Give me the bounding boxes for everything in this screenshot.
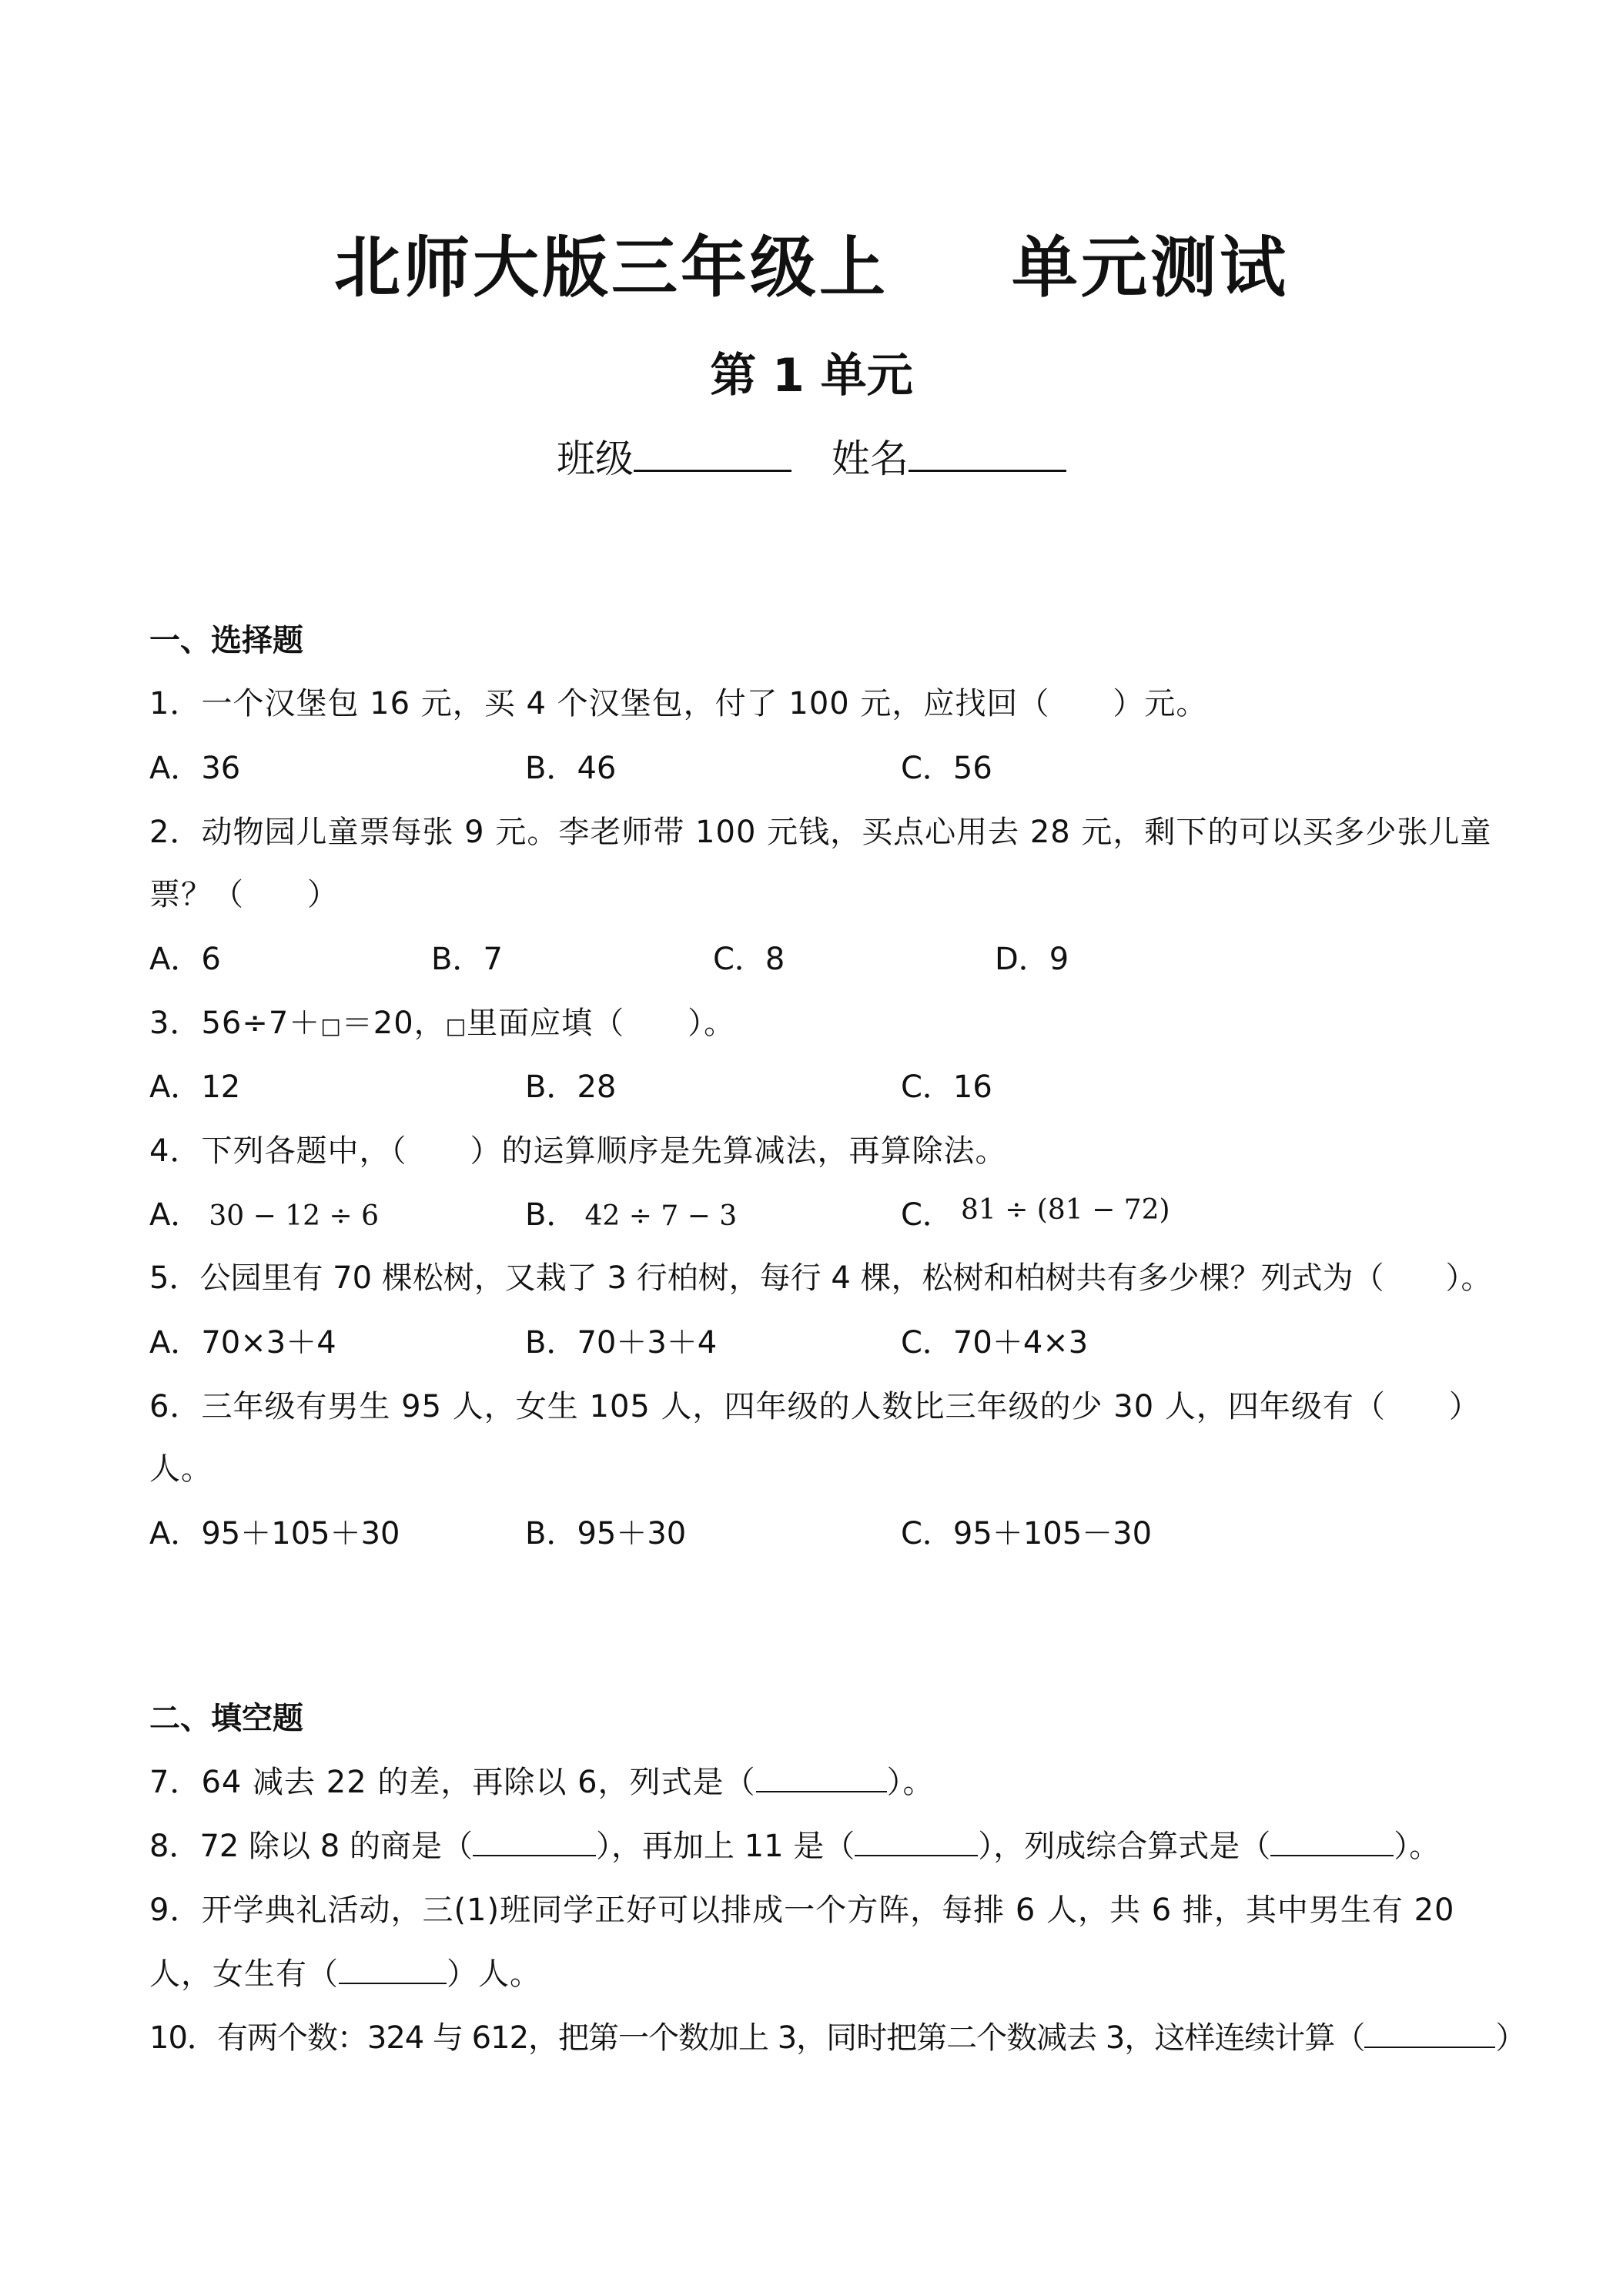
question-3 bbox=[149, 999, 735, 1043]
q1-option-c: C．56 bbox=[901, 751, 992, 786]
q2-option-d: D．9 bbox=[995, 942, 1069, 977]
title-left: 北师大版三年级上 bbox=[334, 229, 888, 306]
q6-option-c: C．95＋105－30 bbox=[901, 1516, 1153, 1551]
q8-answer-blank-1[interactable] bbox=[473, 1832, 596, 1856]
question-6-line2: 人。 bbox=[149, 1451, 212, 1487]
q4-option-c bbox=[901, 1190, 1170, 1234]
q4-option-b-expr: 42 ÷ 7 − 3 bbox=[584, 1200, 738, 1232]
q7-text-b: ）。 bbox=[886, 1765, 935, 1800]
q3-text-a: 3．56÷7＋ bbox=[149, 1006, 321, 1041]
q4-option-c-expr: 81 ÷ (81 − 72) bbox=[960, 1194, 1170, 1226]
q7-answer-blank[interactable] bbox=[756, 1768, 887, 1792]
q4-option-b-label: B． bbox=[525, 1197, 577, 1233]
section-heading-choice: 一、选择题 bbox=[149, 623, 303, 658]
q3-option-c: C．16 bbox=[901, 1069, 992, 1105]
q8-answer-blank-3[interactable] bbox=[1270, 1832, 1394, 1856]
name-blank bbox=[909, 439, 1066, 472]
question-10 bbox=[149, 2013, 1525, 2057]
unit-subtitle: 第 1 单元 bbox=[710, 349, 913, 403]
question-2-line2: 票？（ ） bbox=[149, 877, 339, 912]
name-label: 姓名 bbox=[832, 437, 909, 481]
q4-option-c-label: C． bbox=[901, 1197, 953, 1233]
question-4: 4．下列各题中，（ ）的运算顺序是先算减法，再算除法。 bbox=[149, 1133, 1007, 1169]
question-7 bbox=[149, 1758, 935, 1802]
q5-option-b: B．70＋3＋4 bbox=[525, 1325, 718, 1361]
section-heading-fill: 二、填空题 bbox=[149, 1701, 303, 1736]
q6-option-a: A．95＋105＋30 bbox=[149, 1516, 400, 1551]
question-9-line1: 9．开学典礼活动，三(1)班同学正好可以排成一个方阵，每排 6 人，共 6 排，其中男生有 20 bbox=[149, 1893, 1455, 1928]
q1-option-a: A．36 bbox=[149, 751, 241, 786]
page-title bbox=[0, 214, 1623, 310]
q8-text-d: ）。 bbox=[1394, 1829, 1441, 1864]
q8-text-b: ），再加上 11 是（ bbox=[595, 1829, 855, 1864]
question-6-line1: 6．三年级有男生 95 人，女生 105 人，四年级的人数比三年级的少 30 人，四年级有（ ） bbox=[149, 1389, 1481, 1424]
q10-answer-blank[interactable] bbox=[1364, 2023, 1495, 2048]
question-2-line1: 2．动物园儿童票每张 9 元。李老师带 100 元钱，买点心用去 28 元，剩下的可以买多少张儿童 bbox=[149, 815, 1492, 850]
title-right: 单元测试 bbox=[1012, 229, 1289, 306]
q4-option-a-expr: 30 − 12 ÷ 6 bbox=[209, 1200, 379, 1232]
q4-option-a-label: A． bbox=[149, 1197, 202, 1233]
q2-option-a: A．6 bbox=[149, 942, 221, 977]
class-blank bbox=[634, 439, 791, 472]
question-9-line2 bbox=[149, 1950, 541, 1993]
q3-box-glyph: □ bbox=[320, 1013, 342, 1039]
q8-text-c: ），列成综合算式是（ bbox=[978, 1829, 1271, 1864]
q1-option-b: B．46 bbox=[525, 751, 617, 786]
q3-option-a: A．12 bbox=[149, 1069, 241, 1105]
question-1: 1．一个汉堡包 16 元，买 4 个汉堡包，付了 100 元，应找回（ ）元。 bbox=[149, 686, 1208, 721]
student-info bbox=[0, 428, 1623, 484]
q4-option-b bbox=[525, 1190, 737, 1234]
q7-text-a: 7．64 减去 22 的差，再除以 6，列式是（ bbox=[149, 1765, 756, 1800]
q3-box-glyph-2: □ bbox=[445, 1013, 467, 1039]
q10-text-a: 10．有两个数：324 与 612，把第一个数加上 3，同时把第二个数减去 3，这样连续计算（ bbox=[149, 2020, 1365, 2056]
q2-option-b: B．7 bbox=[431, 942, 503, 977]
q4-option-a bbox=[149, 1190, 379, 1234]
q9-answer-blank[interactable] bbox=[339, 1960, 447, 1984]
q3-text-c: 里面应填（ ）。 bbox=[467, 1006, 736, 1041]
question-8 bbox=[149, 1822, 1440, 1866]
q5-option-c: C．70＋4×3 bbox=[901, 1325, 1089, 1361]
q10-text-b: ） bbox=[1495, 2020, 1526, 2056]
q8-answer-blank-2[interactable] bbox=[855, 1832, 978, 1856]
q9-text-a: 人，女生有（ bbox=[149, 1956, 339, 1992]
q2-option-c: C．8 bbox=[713, 942, 785, 977]
q9-text-b: ）人。 bbox=[447, 1956, 541, 1992]
q8-text-a: 8．72 除以 8 的商是（ bbox=[149, 1829, 473, 1864]
q5-option-a: A．70×3＋4 bbox=[149, 1325, 336, 1361]
q3-option-b: B．28 bbox=[525, 1069, 617, 1105]
question-5: 5．公园里有 70 棵松树，又栽了 3 行柏树，每行 4 棵，松树和柏树共有多少棵？列式为（ ）。 bbox=[149, 1260, 1492, 1296]
q3-text-b: ＝20， bbox=[341, 1006, 446, 1041]
class-label: 班级 bbox=[557, 437, 634, 481]
q6-option-b: B．95＋30 bbox=[525, 1516, 687, 1551]
